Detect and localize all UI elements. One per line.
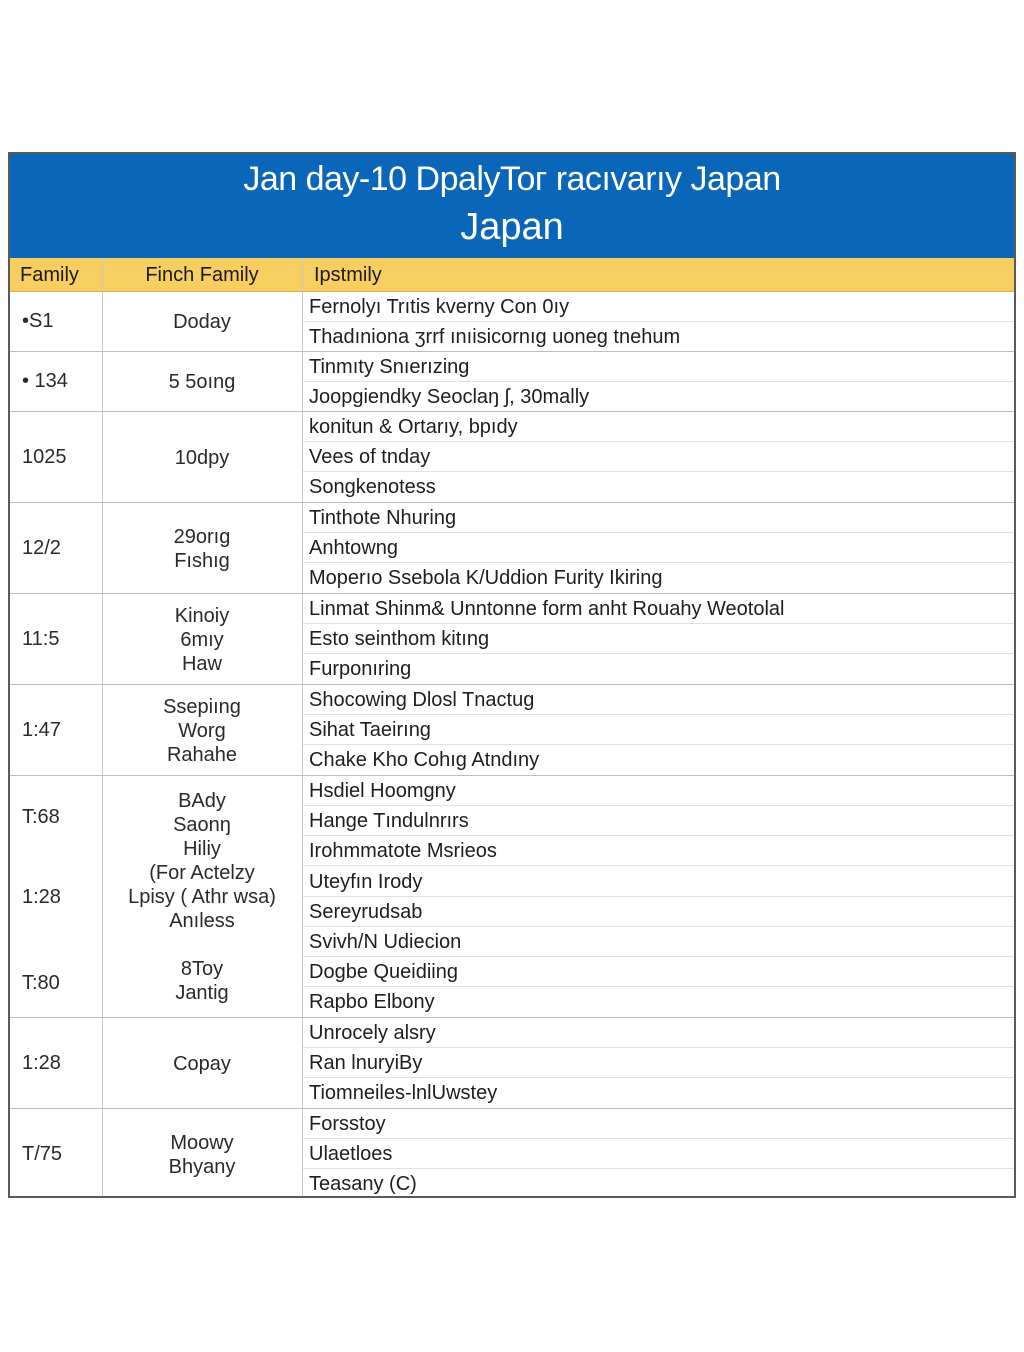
table-row-group xyxy=(10,352,1014,412)
activity-item: Furponıring xyxy=(309,658,412,680)
activity-item: Sereyrudsab xyxy=(303,897,1014,927)
row-family-name xyxy=(102,370,302,394)
family-name-line: 5 5oıng xyxy=(168,371,236,393)
activity-item: Fernolyı Trıtis kverny Con 0ıy xyxy=(303,292,1014,322)
row-family-name xyxy=(102,446,302,470)
table-row-group xyxy=(10,412,1014,503)
table-row-group xyxy=(10,594,1014,685)
activity-item: Songkenotess xyxy=(309,476,436,498)
row-code: T:68 xyxy=(22,806,60,828)
column-header-activities: Ipstmily xyxy=(314,264,382,286)
activity-item: Teasany (C) xyxy=(309,1173,417,1195)
activity-item: Moperıo Ssebola K/Uddion Furity Ikiring xyxy=(309,567,663,589)
column-header-family: Family xyxy=(20,264,79,286)
family-name-line: Anıless xyxy=(169,910,235,932)
itinerary-table xyxy=(8,152,1016,1198)
family-name-line: Haw xyxy=(181,652,222,675)
table-row-group xyxy=(10,1109,1014,1198)
row-code: 1:28 xyxy=(22,1051,61,1074)
family-name-line: (For Actelzy xyxy=(149,862,255,884)
title-line-1: Jan day-10 DpalyToг racıvarıy Japan xyxy=(243,160,781,198)
activity-item: Hsdiel Hoomgny xyxy=(303,776,1014,806)
row-family-name xyxy=(102,310,302,334)
family-name-line: Ssepiıng xyxy=(163,695,241,718)
activity-item: Tinmıty Snıerızing xyxy=(303,352,1014,382)
activity-item: Chake Kho Cohıg Atndıny xyxy=(309,749,540,771)
row-code: 1025 xyxy=(22,445,67,468)
row-code: • 134 xyxy=(22,370,68,392)
family-name-line: 8Toy xyxy=(180,958,224,980)
title-line-2: Japan xyxy=(460,206,564,248)
family-name-line: Worg xyxy=(178,719,226,742)
family-name-line: Jantig xyxy=(175,982,229,1004)
title-banner xyxy=(10,154,1014,258)
activity-item: Rapbo Elbony xyxy=(309,991,435,1013)
activity-item: Tiomneiles-lnlUwstey xyxy=(309,1082,498,1104)
activity-item: konitun & Ortarıy, bpıdy xyxy=(303,412,1014,442)
table-row-group xyxy=(10,685,1014,776)
activity-item: Shocowing Dlosl Tnactug xyxy=(303,685,1014,715)
activity-item: Irohmmatote Msrieos xyxy=(303,836,1014,866)
family-name-line: Rahahe xyxy=(166,743,238,766)
table-row-group xyxy=(10,292,1014,352)
family-name-line: Doday xyxy=(173,311,231,333)
table-row-group xyxy=(10,1018,1014,1109)
column-header-row xyxy=(10,258,1014,292)
activity-item: Sihat Taeirıng xyxy=(303,715,1014,745)
family-name-line: Moowy xyxy=(170,1131,234,1154)
row-code: T:80 xyxy=(22,972,60,994)
table-row-group xyxy=(10,776,1014,1018)
activity-item: Esto seinthom kitıng xyxy=(303,624,1014,654)
column-header-finch-family: Finch Family xyxy=(145,264,259,286)
row-family-name xyxy=(102,1052,302,1076)
family-name-line: 10dpy xyxy=(174,446,230,469)
activity-item: Ulaetloes xyxy=(303,1139,1014,1169)
family-name-line: Bhyany xyxy=(168,1155,236,1178)
family-name-line: Copay xyxy=(173,1052,231,1075)
activity-item: Linmat Shinm& Unntonne form anht Rouahy Weotolal xyxy=(303,594,1014,624)
row-family-name xyxy=(102,525,302,573)
family-name-line: 6mıy xyxy=(180,628,224,651)
activity-item: Joopgiendky Seoclaŋ ʃ, 30mally xyxy=(309,386,590,408)
row-code: 1:47 xyxy=(22,718,61,741)
row-family-name xyxy=(102,789,302,1005)
activity-item: Dogbe Queidiing xyxy=(303,957,1014,987)
family-name-line: Kinoiy xyxy=(174,604,230,627)
activity-item: Ran lnuryiBy xyxy=(303,1048,1014,1078)
activity-item: Vees of tnday xyxy=(303,442,1014,472)
family-name-line xyxy=(102,933,302,957)
table-row-group xyxy=(10,503,1014,594)
row-code: 12/2 xyxy=(22,536,61,559)
activity-item: Unrocely alsry xyxy=(303,1018,1014,1048)
row-family-name xyxy=(102,695,302,767)
activity-item: Forsstoy xyxy=(303,1109,1014,1139)
activity-item: Uteyfın Irody xyxy=(303,867,1014,897)
family-name-line: BAdy xyxy=(178,790,226,812)
row-code: •S1 xyxy=(22,310,54,332)
family-name-line: Saonŋ xyxy=(173,814,231,836)
family-name-line: Fıshıg xyxy=(174,549,230,572)
row-code: 11:5 xyxy=(22,627,60,650)
activity-item: Hange Tındulnrırs xyxy=(303,806,1014,836)
row-family-name xyxy=(102,1131,302,1179)
row-family-name xyxy=(102,604,302,676)
activity-item: Svivh/N Udiecion xyxy=(303,927,1014,957)
row-code: T/75 xyxy=(22,1142,63,1165)
row-code: 1:28 xyxy=(22,886,61,908)
activity-item: Anhtowng xyxy=(303,533,1014,563)
family-name-line: Hiliy xyxy=(183,838,221,860)
family-name-line: 29orıg xyxy=(173,525,231,548)
activity-item: Tinthote Nhuring xyxy=(303,503,1014,533)
activity-item: Thadıniona ʒrrf ınıisicornıg uoneg tnehum xyxy=(309,326,681,348)
family-name-line: Lpisy ( Athr wsa) xyxy=(128,886,276,908)
